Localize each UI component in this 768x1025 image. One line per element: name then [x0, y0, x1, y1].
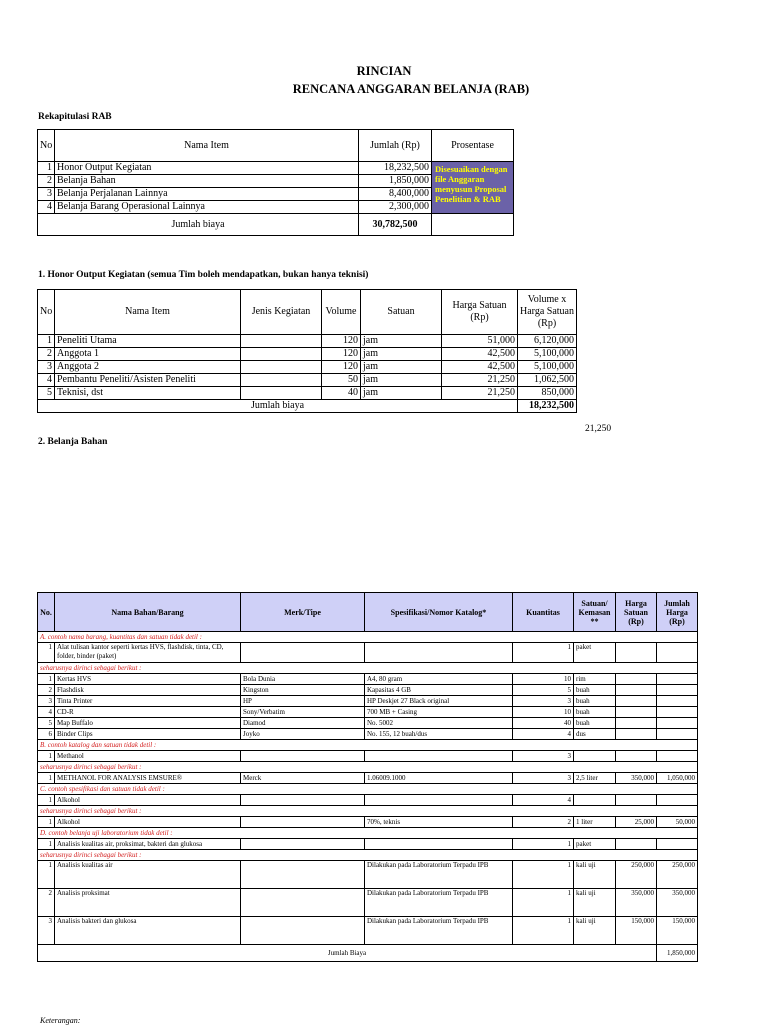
section-note — [38, 806, 698, 817]
bahan-cell-kuantitas: 40 — [513, 718, 574, 729]
bahan-cell-harga — [616, 643, 657, 663]
bahan-cell-kuantitas: 1 — [513, 889, 574, 917]
bahan-cell-no: 1 — [38, 674, 55, 685]
bahan-cell-jumlah — [657, 696, 698, 707]
bahan-cell-spek: A4, 80 gram — [365, 674, 513, 685]
honor-cell-satuan: jam — [361, 348, 442, 361]
bahan-cell-satuan: buah — [574, 685, 616, 696]
bahan-cell-spek — [365, 643, 513, 663]
honor-cell-jenis — [241, 335, 322, 348]
honor-cell-total: 1,062,500 — [518, 374, 577, 387]
rekap-total-label: Jumlah biaya — [38, 214, 359, 236]
table-row — [38, 643, 698, 663]
bahan-cell-no: 3 — [38, 917, 55, 945]
bahan-header-nama: Nama Bahan/Barang — [55, 593, 241, 632]
bahan-cell-harga — [616, 718, 657, 729]
bahan-cell-spek: HP Deskjet 27 Black original — [365, 696, 513, 707]
bahan-cell-nama: Alat tulisan kantor seperti kertas HVS, flashdisk, tinta, CD, folder, binder (paket) — [55, 643, 241, 663]
bahan-cell-jumlah: 150,000 — [657, 917, 698, 945]
honor-cell-total: 5,100,000 — [518, 348, 577, 361]
bahan-cell-merk: Kingston — [241, 685, 365, 696]
bahan-cell-spek: Dilakukan pada Laboratorium Terpadu IPB — [365, 889, 513, 917]
table-row — [38, 773, 698, 784]
bahan-cell-satuan: paket — [574, 643, 616, 663]
table-row — [38, 917, 698, 945]
bahan-cell-jumlah: 50,000 — [657, 817, 698, 828]
bahan-cell-nama: Analisis bakteri dan glukosa — [55, 917, 241, 945]
section-note-text: seharusnya dirinci sebagai berikut : — [38, 762, 698, 773]
bahan-cell-no: 2 — [38, 685, 55, 696]
bahan-cell-no: 5 — [38, 718, 55, 729]
honor-header-volume: Volume — [322, 290, 361, 335]
bahan-cell-satuan: buah — [574, 707, 616, 718]
bahan-cell-satuan: kali uji — [574, 861, 616, 889]
table-row — [38, 387, 577, 400]
bahan-cell-merk: Diamod — [241, 718, 365, 729]
honor-cell-harga: 42,500 — [442, 348, 518, 361]
bahan-cell-kuantitas: 2 — [513, 817, 574, 828]
bahan-cell-satuan: buah — [574, 696, 616, 707]
rekap-header-prosentase: Prosentase — [432, 130, 514, 162]
table-row — [38, 685, 698, 696]
bahan-cell-jumlah — [657, 685, 698, 696]
table-row — [38, 889, 698, 917]
bahan-cell-merk — [241, 795, 365, 806]
bahan-header-merk: Merk/Tipe — [241, 593, 365, 632]
bahan-cell-jumlah — [657, 718, 698, 729]
bahan-cell-merk — [241, 861, 365, 889]
honor-cell-total: 6,120,000 — [518, 335, 577, 348]
doc-subtitle: RENCANA ANGGARAN BELANJA (RAB) — [292, 82, 530, 96]
table-row: 1 Honor Output Kegiatan 18,232,500 Disesuaikan dengan file Anggaran menyusun Proposal Penelitian & RAB — [38, 162, 514, 175]
honor-header-no: No — [38, 290, 55, 335]
bahan-cell-nama: Analisis proksimat — [55, 889, 241, 917]
table-row — [38, 361, 577, 374]
bahan-cell-merk: Sony/Verbatim — [241, 707, 365, 718]
honor-cell-nama: Pembantu Peneliti/Asisten Peneliti — [55, 374, 241, 387]
bahan-cell-kuantitas: 1 — [513, 643, 574, 663]
bahan-cell-kuantitas: 4 — [513, 795, 574, 806]
honor-cell-no: 4 — [38, 374, 55, 387]
section-note-text: C. contoh spesifikasi dan satuan tidak detil : — [38, 784, 698, 795]
bahan-cell-harga: 150,000 — [616, 917, 657, 945]
section-note-text: seharusnya dirinci sebagai berikut : — [38, 850, 698, 861]
bahan-cell-nama: CD-R — [55, 707, 241, 718]
bahan-cell-nama: Tinta Printer — [55, 696, 241, 707]
bahan-cell-harga — [616, 729, 657, 740]
bahan-cell-harga — [616, 696, 657, 707]
bahan-cell-no: 1 — [38, 817, 55, 828]
bahan-cell-spek: No. 155, 12 buah/dus — [365, 729, 513, 740]
bahan-header-no: No. — [38, 593, 55, 632]
bahan-cell-harga: 25,000 — [616, 817, 657, 828]
bahan-cell-jumlah: 1,050,000 — [657, 773, 698, 784]
honor-cell-total: 5,100,000 — [518, 361, 577, 374]
doc-title: RINCIAN — [356, 64, 412, 78]
table-row — [38, 718, 698, 729]
honor-heading: 1. Honor Output Kegiatan (semua Tim boleh mendapatkan, bukan hanya teknisi) — [38, 270, 369, 280]
honor-cell-satuan: jam — [361, 361, 442, 374]
honor-total-value: 18,232,500 — [518, 400, 577, 413]
table-row — [38, 348, 577, 361]
bahan-cell-satuan — [574, 751, 616, 762]
honor-header-nama: Nama Item — [55, 290, 241, 335]
bahan-cell-no: 1 — [38, 795, 55, 806]
bahan-cell-merk — [241, 643, 365, 663]
table-row — [38, 861, 698, 889]
keterangan-label: Keterangan: — [40, 1016, 81, 1025]
bahan-cell-nama: Binder Clips — [55, 729, 241, 740]
bahan-cell-nama: Alkohol — [55, 795, 241, 806]
rekap-table — [37, 129, 514, 236]
bahan-cell-satuan: buah — [574, 718, 616, 729]
bahan-cell-nama: Flashdisk — [55, 685, 241, 696]
side-value: 21,250 — [585, 424, 612, 434]
honor-header-harga: Harga Satuan (Rp) — [442, 290, 518, 335]
honor-cell-volume: 120 — [322, 348, 361, 361]
section-note-text: seharusnya dirinci sebagai berikut : — [38, 663, 698, 674]
bahan-cell-spek — [365, 795, 513, 806]
bahan-cell-spek: Kapasitas 4 GB — [365, 685, 513, 696]
bahan-cell-kuantitas: 3 — [513, 751, 574, 762]
bahan-cell-nama: Methanol — [55, 751, 241, 762]
section-note — [38, 632, 698, 643]
bahan-cell-no: 3 — [38, 696, 55, 707]
bahan-cell-spek: No. 5002 — [365, 718, 513, 729]
rekap-heading: Rekapitulasi RAB — [38, 112, 112, 122]
bahan-cell-no: 1 — [38, 861, 55, 889]
rekap-header-jumlah: Jumlah (Rp) — [359, 130, 432, 162]
honor-cell-satuan: jam — [361, 387, 442, 400]
bahan-header-satuan: Satuan/ Kemasan ** — [574, 593, 616, 632]
section-note — [38, 850, 698, 861]
bahan-cell-no: 4 — [38, 707, 55, 718]
bahan-cell-harga — [616, 839, 657, 850]
bahan-cell-merk — [241, 839, 365, 850]
bahan-cell-nama: METHANOL FOR ANALYSIS EMSURE® — [55, 773, 241, 784]
bahan-cell-satuan: kali uji — [574, 917, 616, 945]
table-row — [38, 817, 698, 828]
bahan-cell-no: 1 — [38, 643, 55, 663]
honor-cell-satuan: jam — [361, 374, 442, 387]
bahan-cell-no: 2 — [38, 889, 55, 917]
bahan-cell-kuantitas: 1 — [513, 917, 574, 945]
bahan-cell-merk: Merck — [241, 773, 365, 784]
bahan-cell-harga — [616, 685, 657, 696]
table-row — [38, 696, 698, 707]
bahan-cell-kuantitas: 5 — [513, 685, 574, 696]
bahan-cell-kuantitas: 10 — [513, 674, 574, 685]
bahan-cell-nama: Analisis kualitas air — [55, 861, 241, 889]
section-note-text: seharusnya dirinci sebagai berikut : — [38, 806, 698, 817]
table-row: 3 Belanja Perjalanan Lainnya 8,400,000 — [38, 188, 514, 201]
bahan-header-kuantitas: Kuantitas — [513, 593, 574, 632]
honor-cell-jenis — [241, 387, 322, 400]
section-note — [38, 784, 698, 795]
bahan-cell-satuan: rim — [574, 674, 616, 685]
bahan-cell-jumlah — [657, 707, 698, 718]
table-row — [38, 707, 698, 718]
bahan-cell-kuantitas: 4 — [513, 729, 574, 740]
bahan-header-harga: Harga Satuan (Rp) — [616, 593, 657, 632]
honor-cell-no: 1 — [38, 335, 55, 348]
bahan-cell-harga: 350,000 — [616, 773, 657, 784]
honor-cell-harga: 51,000 — [442, 335, 518, 348]
table-row: 4 Belanja Barang Operasional Lainnya 2,300,000 — [38, 201, 514, 214]
bahan-cell-harga: 350,000 — [616, 889, 657, 917]
bahan-header-jumlah: Jumlah Harga (Rp) — [657, 593, 698, 632]
table-row — [38, 729, 698, 740]
bahan-cell-no: 1 — [38, 839, 55, 850]
bahan-cell-kuantitas: 10 — [513, 707, 574, 718]
honor-cell-volume: 40 — [322, 387, 361, 400]
honor-cell-jenis — [241, 348, 322, 361]
bahan-cell-satuan: kali uji — [574, 889, 616, 917]
section-note-text: A. contoh nama barang, kuantitas dan satuan tidak detil : — [38, 632, 698, 643]
honor-cell-nama: Anggota 1 — [55, 348, 241, 361]
section-note-text: D. contoh belanja uji laboratorium tidak detil : — [38, 828, 698, 839]
bahan-cell-spek: 700 MB + Casing — [365, 707, 513, 718]
bahan-cell-merk — [241, 817, 365, 828]
bahan-cell-harga — [616, 674, 657, 685]
honor-cell-harga: 21,250 — [442, 387, 518, 400]
table-row — [38, 374, 577, 387]
bahan-cell-nama: Map Buffalo — [55, 718, 241, 729]
bahan-total-value: 1,850,000 — [657, 945, 698, 962]
honor-total-label: Jumlah biaya — [38, 400, 518, 413]
bahan-cell-merk: Joyko — [241, 729, 365, 740]
bahan-cell-merk — [241, 917, 365, 945]
bahan-cell-jumlah: 250,000 — [657, 861, 698, 889]
bahan-cell-satuan — [574, 795, 616, 806]
bahan-cell-harga — [616, 751, 657, 762]
honor-cell-jenis — [241, 361, 322, 374]
section-note — [38, 740, 698, 751]
bahan-cell-jumlah: 350,000 — [657, 889, 698, 917]
bahan-cell-spek: 70%, teknis — [365, 817, 513, 828]
honor-cell-satuan: jam — [361, 335, 442, 348]
bahan-cell-jumlah — [657, 839, 698, 850]
honor-cell-volume: 120 — [322, 361, 361, 374]
table-row — [38, 795, 698, 806]
bahan-cell-kuantitas: 1 — [513, 839, 574, 850]
bahan-cell-kuantitas: 1 — [513, 861, 574, 889]
bahan-cell-merk: HP — [241, 696, 365, 707]
honor-cell-nama: Peneliti Utama — [55, 335, 241, 348]
bahan-cell-merk — [241, 751, 365, 762]
bahan-cell-satuan: paket — [574, 839, 616, 850]
honor-cell-no: 5 — [38, 387, 55, 400]
honor-cell-no: 3 — [38, 361, 55, 374]
bahan-cell-harga — [616, 707, 657, 718]
bahan-cell-kuantitas: 3 — [513, 773, 574, 784]
honor-cell-volume: 120 — [322, 335, 361, 348]
honor-cell-nama: Anggota 2 — [55, 361, 241, 374]
bahan-cell-satuan: dus — [574, 729, 616, 740]
bahan-cell-jumlah — [657, 751, 698, 762]
section-note — [38, 663, 698, 674]
bahan-cell-no: 1 — [38, 751, 55, 762]
honor-cell-harga: 42,500 — [442, 361, 518, 374]
table-row — [38, 751, 698, 762]
bahan-cell-jumlah — [657, 674, 698, 685]
bahan-cell-satuan: 2,5 liter — [574, 773, 616, 784]
bahan-header-spek: Spesifikasi/Nomor Katalog* — [365, 593, 513, 632]
bahan-cell-spek — [365, 751, 513, 762]
rekap-total-value: 30,782,500 — [359, 214, 432, 236]
bahan-cell-no: 1 — [38, 773, 55, 784]
honor-header-satuan: Satuan — [361, 290, 442, 335]
table-row — [38, 839, 698, 850]
section-note — [38, 828, 698, 839]
rekap-note: Disesuaikan dengan file Anggaran menyusun Proposal Penelitian & RAB — [432, 162, 514, 214]
table-row — [38, 674, 698, 685]
honor-header-total: Volume x Harga Satuan (Rp) — [518, 290, 577, 335]
honor-header-jenis: Jenis Kegiatan — [241, 290, 322, 335]
section-note — [38, 762, 698, 773]
bahan-cell-nama: Alkohol — [55, 817, 241, 828]
bahan-table — [37, 592, 698, 962]
bahan-cell-satuan: 1 liter — [574, 817, 616, 828]
honor-cell-nama: Teknisi, dst — [55, 387, 241, 400]
rekap-header-no: No — [38, 130, 55, 162]
bahan-cell-harga — [616, 795, 657, 806]
honor-cell-no: 2 — [38, 348, 55, 361]
rekap-header-nama: Nama Item — [55, 130, 359, 162]
bahan-cell-merk — [241, 889, 365, 917]
bahan-cell-jumlah — [657, 643, 698, 663]
bahan-cell-nama: Kertas HVS — [55, 674, 241, 685]
bahan-cell-jumlah — [657, 729, 698, 740]
honor-table — [37, 289, 577, 413]
table-row: 2 Belanja Bahan 1,850,000 — [38, 175, 514, 188]
bahan-cell-jumlah — [657, 795, 698, 806]
section-note-text: B. contoh katalog dan satuan tidak detil : — [38, 740, 698, 751]
bahan-cell-kuantitas: 3 — [513, 696, 574, 707]
bahan-cell-no: 6 — [38, 729, 55, 740]
bahan-cell-nama: Analisis kualitas air, proksimat, bakteri dan glukosa — [55, 839, 241, 850]
bahan-cell-spek — [365, 839, 513, 850]
bahan-cell-harga: 250,000 — [616, 861, 657, 889]
bahan-cell-spek: Dilakukan pada Laboratorium Terpadu IPB — [365, 861, 513, 889]
bahan-cell-spek: 1.06009.1000 — [365, 773, 513, 784]
bahan-cell-merk: Bola Dunia — [241, 674, 365, 685]
bahan-heading: 2. Belanja Bahan — [38, 437, 108, 447]
bahan-cell-spek: Dilakukan pada Laboratorium Terpadu IPB — [365, 917, 513, 945]
honor-cell-jenis — [241, 374, 322, 387]
honor-cell-harga: 21,250 — [442, 374, 518, 387]
bahan-total-label: Jumlah Biaya — [38, 945, 657, 962]
table-row — [38, 335, 577, 348]
honor-cell-total: 850,000 — [518, 387, 577, 400]
honor-cell-volume: 50 — [322, 374, 361, 387]
